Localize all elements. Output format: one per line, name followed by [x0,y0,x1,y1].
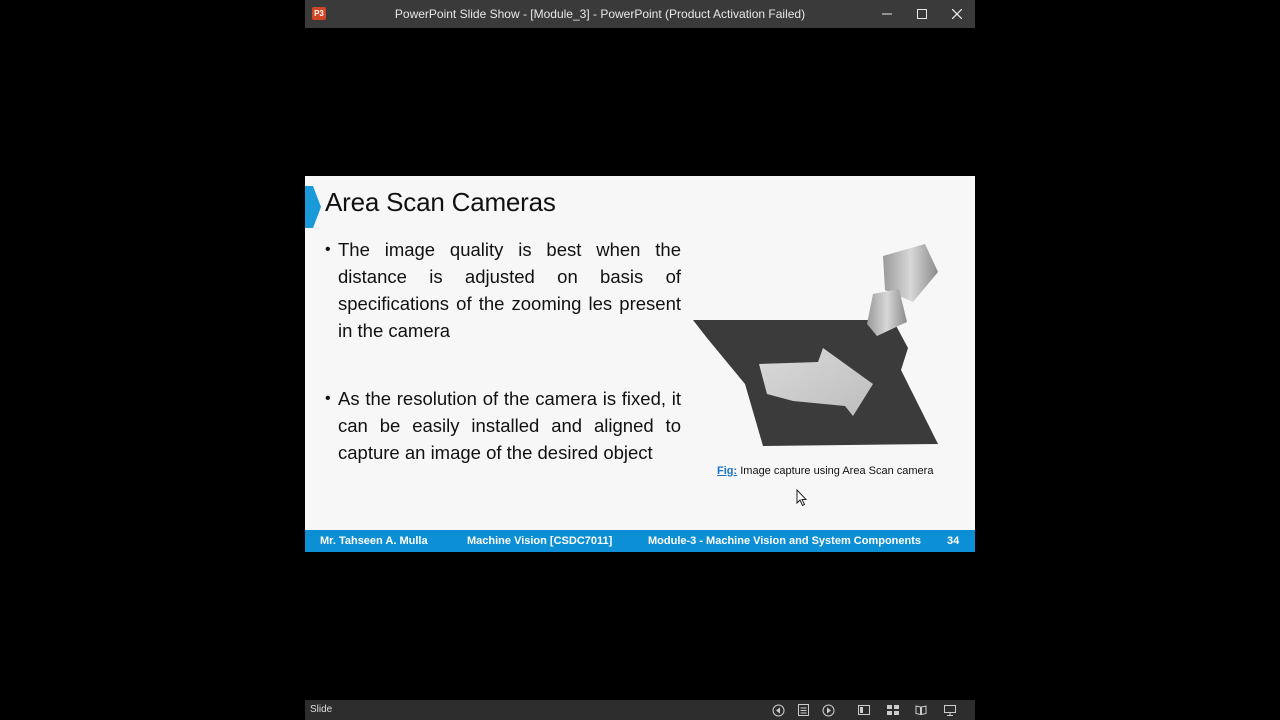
bullet-list [325,236,681,466]
footer-course: Machine Vision [CSDC7011] [467,535,613,547]
slide-sorter-icon [887,705,899,715]
slideshow-window [305,0,975,720]
close-icon [952,9,962,19]
close-button[interactable] [940,0,974,28]
figure-caption-prefix: Fig: [717,465,738,477]
reading-view-icon [915,705,927,715]
previous-icon [772,704,785,717]
normal-view-button[interactable] [857,703,871,717]
slideshow-button[interactable] [943,703,957,717]
bullet-text: As the resolution of the camera is fixed, it can be easily installed and aligned to capture an image of the desired object [338,388,681,463]
figure-caption-text: Image capture using Area Scan camera [737,465,934,477]
slide-footer [305,530,975,552]
mouse-cursor-icon [796,489,808,507]
powerpoint-icon: P3 [312,7,326,20]
normal-view-icon [858,705,870,715]
notes-button[interactable] [796,703,810,717]
previous-slide-button[interactable] [771,703,785,717]
status-slide-label: Slide [310,704,333,715]
figure-caption [717,465,933,477]
slide-sorter-button[interactable] [886,703,900,717]
maximize-button[interactable] [905,0,939,28]
next-slide-button[interactable] [821,703,835,717]
footer-page-number: 34 [947,535,960,547]
status-bar [305,700,975,720]
bullet-dot: • [325,241,331,258]
notes-icon [798,704,809,716]
title-chevron-icon [305,186,321,228]
title-bar [305,0,975,28]
footer-module: Module-3 - Machine Vision and System Components [648,535,922,547]
minimize-button[interactable] [870,0,904,28]
maximize-icon [917,9,927,19]
next-icon [822,704,835,717]
bullet-dot: • [325,390,331,407]
area-scan-camera-figure [693,244,943,454]
bullet-item [325,385,681,466]
slide-title: Area Scan Cameras [325,187,556,217]
window-title: PowerPoint Slide Show - [Module_3] - PowerPoint (Product Activation Failed) [394,7,806,21]
footer-author: Mr. Tahseen A. Mulla [320,535,428,547]
bullet-item [325,236,681,344]
bullet-text: The image quality is best when the distance is adjusted on basis of specifications of the zooming les present in the camera [338,239,681,341]
reading-view-button[interactable] [914,703,928,717]
minimize-icon [882,9,892,19]
slide-canvas[interactable] [305,176,975,552]
slideshow-icon [944,705,956,716]
